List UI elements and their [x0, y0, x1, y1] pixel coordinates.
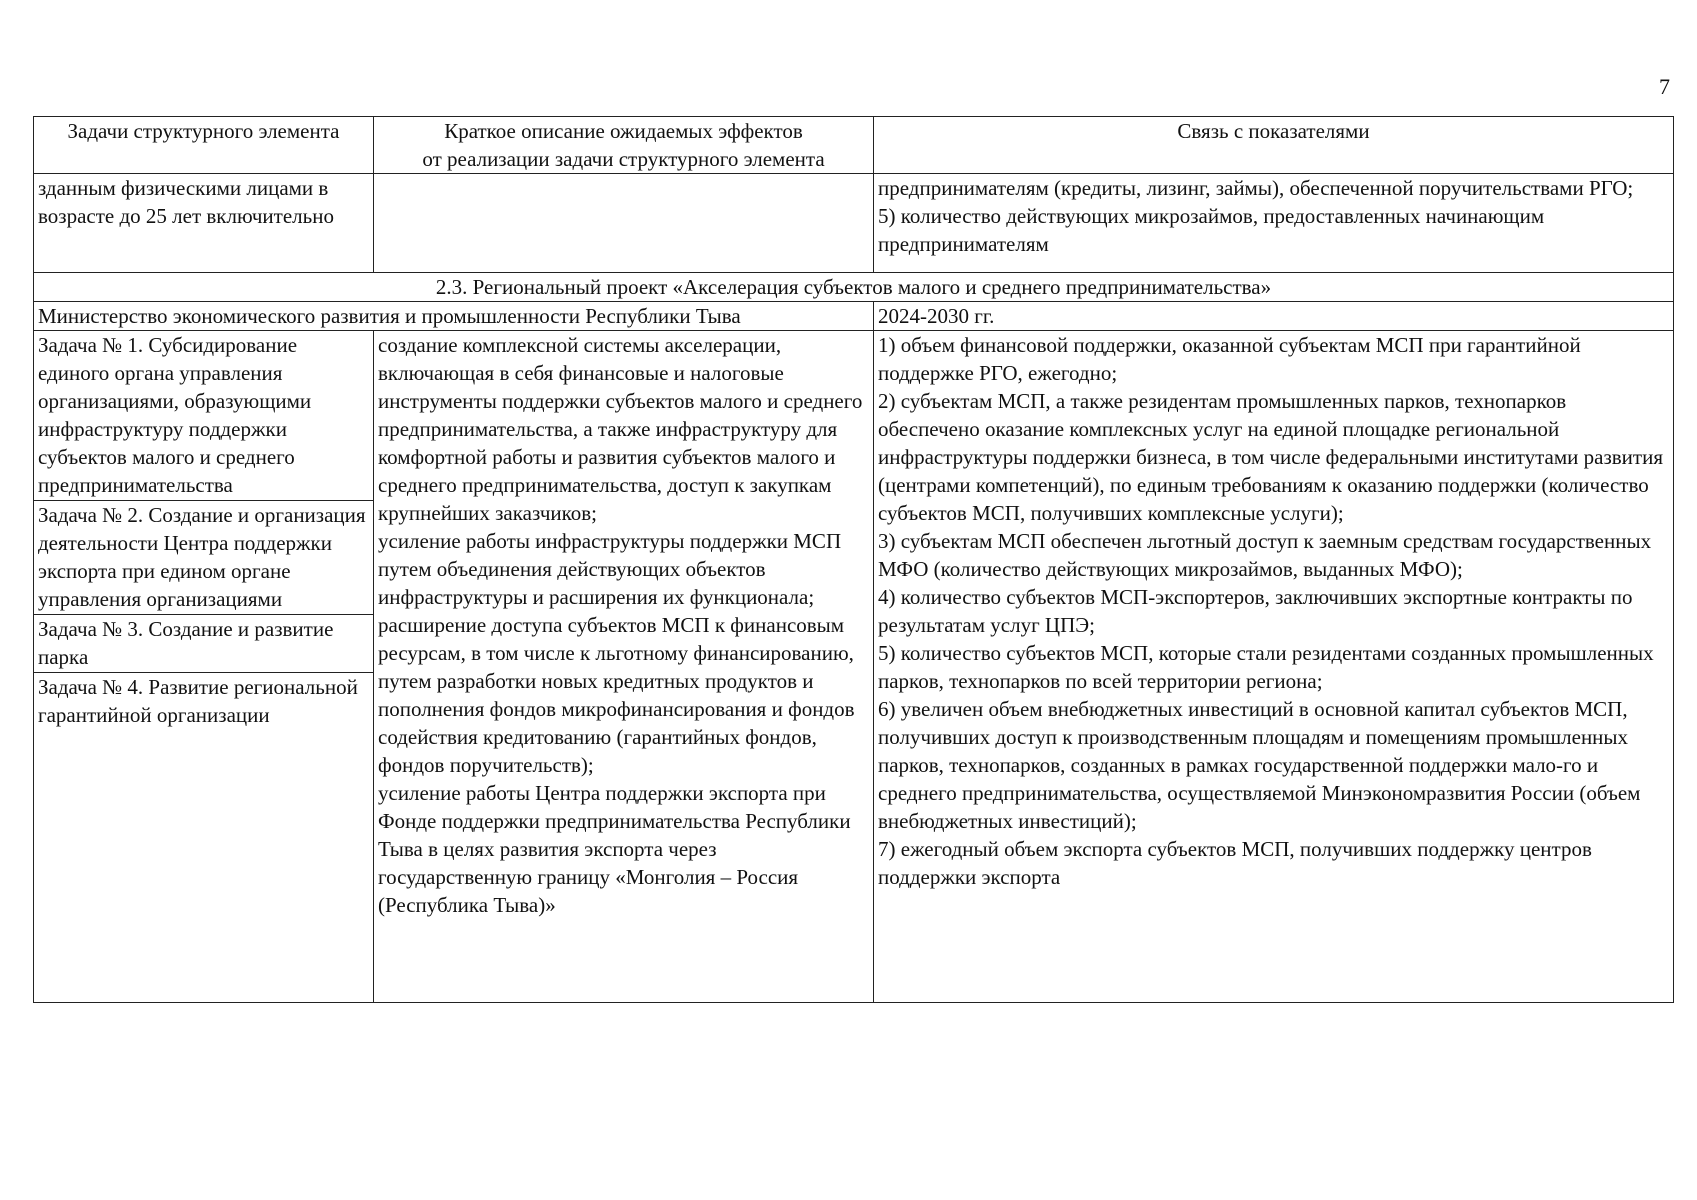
- effect-item: усиление работы Центра поддержки экспорта при Фонде поддержки предпринимательства Республики Тыва в целях развития экспорта через государственную границу «Монголия – Россия (Республика Тыва)»: [378, 781, 851, 917]
- continuation-indicator-item: 5) количество действующих микрозаймов, предоставленных начинающим предпринимателям: [878, 204, 1545, 256]
- indicator-item: 4) количество субъектов МСП-экспортеров, заключивших экспортные контракты по результатам услуг ЦПЭ;: [878, 585, 1633, 637]
- indicators-cell: [874, 331, 1674, 1003]
- effects-cell: [374, 331, 874, 1003]
- indicator-item: 5) количество субъектов МСП, которые стали резидентами созданных промышленных парков, технопарков по всей территории региона;: [878, 641, 1654, 693]
- responsible-row: [34, 302, 1674, 331]
- continuation-task-text: зданным физическими лицами в возрасте до 25 лет включительно: [38, 176, 334, 228]
- implementation-period: 2024-2030 гг.: [874, 302, 1674, 331]
- continuation-task-cell: [34, 174, 374, 273]
- header-effects-label-line-2: от реализации задачи структурного элемента: [422, 147, 825, 171]
- indicator-item: 2) субъектам МСП, а также резидентам промышленных парков, технопарков обеспечено оказание комплексных услуг на единой площадке региональной инфраструктуры поддержки бизнеса, в том числе федеральными институтами развития (центрами компетенций), по единым требованиям к оказанию поддержки (количество субъектов МСП, получивших комплексные услуги);: [878, 389, 1663, 525]
- indicator-item: 3) субъектам МСП обеспечен льготный доступ к заемным средствам государственных МФО (количество действующих микрозаймов, выданных МФО);: [878, 529, 1652, 581]
- responsible-ministry: Министерство экономического развития и промышленности Республики Тыва: [34, 302, 874, 331]
- table-header-row: [34, 117, 1674, 174]
- effect-item: создание комплексной системы акселерации, включающая в себя финансовые и налоговые инструменты поддержки субъектов малого и среднего предпринимательства, а также инфраструктуру для комфортной работы и развития субъектов малого и среднего предпринимательства, доступ к закупкам крупнейших заказчиков;: [378, 333, 863, 525]
- header-effects-cell: [374, 117, 874, 174]
- header-indicators-label: Связь с показателями: [1177, 119, 1370, 143]
- continuation-indicator-item: предпринимателям (кредиты, лизинг, займы), обеспеченной поручительствами РГО;: [878, 176, 1634, 200]
- continuation-indicators-cell: [874, 174, 1674, 273]
- task-item: Задача № 4. Развитие региональной гарантийной организации: [38, 675, 358, 727]
- indicator-item: 7) ежегодный объем экспорта субъектов МСП, получивших поддержку центров поддержки экспорта: [878, 837, 1592, 889]
- section-title: 2.3. Региональный проект «Акселерация субъектов малого и среднего предпринимательства»: [34, 273, 1674, 302]
- structural-elements-table: [33, 116, 1674, 1003]
- effect-item: усиление работы инфраструктуры поддержки МСП путем объединения действующих объектов инфраструктуры и расширения их функционала;: [378, 529, 842, 609]
- task-item: Задача № 1. Субсидирование единого органа управления организациями, образующими инфраструктуру поддержки субъектов малого и среднего предпринимательства: [34, 331, 373, 501]
- header-tasks-cell: [34, 117, 374, 174]
- task-item: Задача № 3. Создание и развитие парка: [34, 615, 373, 673]
- page-number: 7: [1659, 74, 1670, 99]
- header-indicators-cell: [874, 117, 1674, 174]
- section-title-row: [34, 273, 1674, 302]
- tasks-cell: [34, 331, 374, 1003]
- indicator-item: 6) увеличен объем внебюджетных инвестиций в основной капитал субъектов МСП, получивших доступ к производственным площадям и помещениям промышленных парков, технопарков, созданных в рамках государственной поддержки мало-го и среднего предпринимательства, осуществляемой Минэкономразвития России (объем внебюджетных инвестиций);: [878, 697, 1641, 833]
- effect-item: расширение доступа субъектов МСП к финансовым ресурсам, в том числе к льготному финансированию, путем разработки новых кредитных продуктов и пополнения фондов микрофинансирования и фондов содействия кредитованию (гарантийных фондов, фондов поручительств);: [378, 613, 855, 777]
- table-row: [34, 174, 1674, 273]
- table-row: [34, 331, 1674, 1003]
- header-effects-label-line-1: Краткое описание ожидаемых эффектов: [444, 119, 803, 143]
- header-tasks-label: Задачи структурного элемента: [67, 119, 340, 143]
- indicator-item: 1) объем финансовой поддержки, оказанной субъектам МСП при гарантийной поддержке РГО, ежегодно;: [878, 333, 1581, 385]
- continuation-effect-cell: [374, 174, 874, 273]
- task-item: Задача № 2. Создание и организация деятельности Центра поддержки экспорта при едином органе управления организациями: [34, 501, 373, 615]
